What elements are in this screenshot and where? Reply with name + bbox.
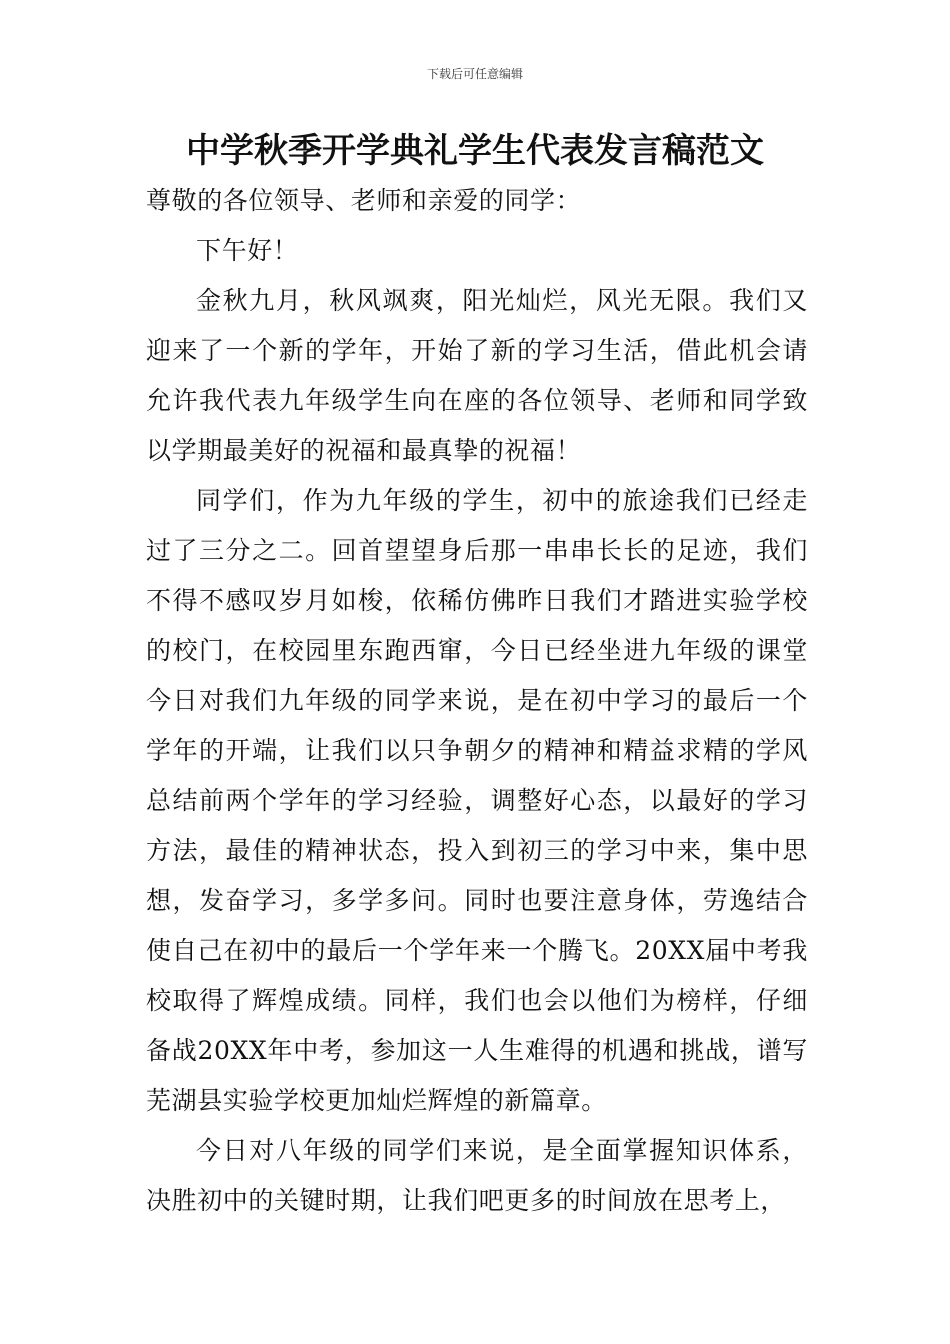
paragraph-2: 同学们，作为九年级的学生，初中的旅途我们已经走过了三分之二。回首望望身后那一串串长长的足迹，我们不得不感叹岁月如梭，依稀仿佛昨日我们才踏进实验学校的校门，在校园里东跑西窜，今日已经坐进九年级的课堂今日对我们九年级的同学来说，是在初中学习的最后一个学年的开端，让我们以只争朝夕的精神和精益求精的学风总结前两个学年的学习经验，调整好心态，以最好的学习方法，最佳的精神状态，投入到初三的学习中来，集中思想，发奋学习，多学多问。同时也要注意身体，劳逸结合使自己在初中的最后一个学年来一个腾飞。20XX届中考我校取得了辉煌成绩。同样，我们也会以他们为榜样，仔细备战20XX年中考，参加这一人生难得的机遇和挑战，谱写芜湖县实验学校更加灿烂辉煌的新篇章。 [146,486,808,1115]
document-title: 中学秋季开学典礼学生代表发言稿范文 [186,131,764,171]
paragraph-1: 金秋九月，秋风飒爽，阳光灿烂，风光无限。我们又迎来了一个新的学年，开始了新的学习生活，借此机会请允许我代表九年级学生向在座的各位领导、老师和同学致以学期最美好的祝福和最真挚的祝福！ [146,286,808,465]
paragraph-3: 今日对八年级的同学们来说，是全面掌握知识体系，决胜初中的关键时期，让我们吧更多的时间放在思考上， [146,1136,808,1215]
header-note: 下载后可任意编辑 [426,67,523,81]
salutation: 尊敬的各位领导、老师和亲爱的同学： [146,186,582,215]
document-body [146,176,808,1226]
greeting: 下午好！ [196,236,299,265]
